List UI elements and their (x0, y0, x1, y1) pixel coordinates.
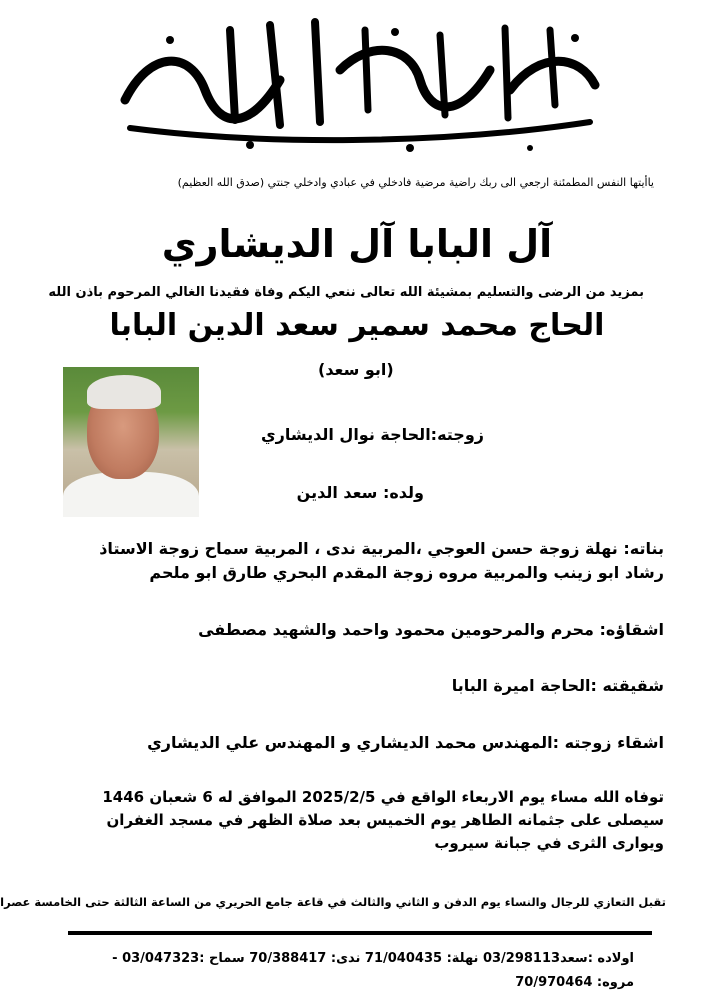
deceased-photo (63, 367, 199, 517)
death-date-line: توفاه الله مساء يوم الاربعاء الواقع في 2025/2/5 الموافق له 6 شعبان 1446 (102, 788, 664, 806)
sister-line: شقيقته :الحاجة اميرة البابا (451, 676, 664, 695)
contact-line-2: مروه: 70/970464 (515, 975, 634, 990)
burial-line: ويوارى الثرى في جبانة سيروب (434, 834, 664, 852)
wife-line: زوجته:الحاجة نوال الديشاري (260, 425, 484, 444)
wife-brothers-line: اشقاء زوجته :المهندس محمد الديشاري و المهندس علي الديشاري (147, 733, 664, 752)
calligraphy-header (110, 10, 610, 160)
daughters-line-1: بناته: نهلة زوجة حسن العوجي ،المربية ندى ، المربية سماح زوجة الاستاذ (99, 539, 664, 558)
funeral-prayer-line: سيصلى على جثمانه الطاهر يوم الخميس بعد صلاة الظهر في مسجد الغفران (106, 811, 664, 829)
quran-verse: ياأيتها النفس المطمئنة ارجعي الى ربك راضية مرضية فادخلي في عبادي وادخلي جنتي (صدق الله العظيم) (177, 176, 654, 189)
deceased-nickname: (ابو سعد) (318, 360, 394, 379)
deceased-name: الحاج محمد سمير سعد الدين البابا (109, 308, 605, 343)
brothers-line: اشقاؤه: محرم والمرحومين محمود واحمد والشهيد مصطفى (198, 620, 664, 639)
announcement-text: بمزيد من الرضى والتسليم بمشيئة الله تعالى ننعي اليكم وفاة فقيدنا الغالي المرحوم باذن الله (48, 285, 644, 300)
family-name-title: آل البابا آل الديشاري (161, 222, 553, 266)
contact-numbers (112, 947, 634, 995)
condolence-notice: تقبل التعازي للرجال والنساء يوم الدفن و الثاني والثالث في قاعة جامع الحريري من الساعة الثالثة حتى الخامسة عصرا (0, 895, 666, 909)
contact-line-1: اولاده :سعد03/298113 نهلة: 71/040435 ندى: 70/388417 سماح :03/047323 - (112, 951, 634, 966)
daughters-block (99, 537, 664, 585)
death-notice (102, 786, 664, 855)
divider (68, 931, 652, 935)
son-line: ولده: سعد الدين (296, 483, 424, 502)
daughters-line-2: رشاد ابو زينب والمربية مروه زوجة المقدم البحري طارق ابو ملحم (149, 563, 664, 582)
